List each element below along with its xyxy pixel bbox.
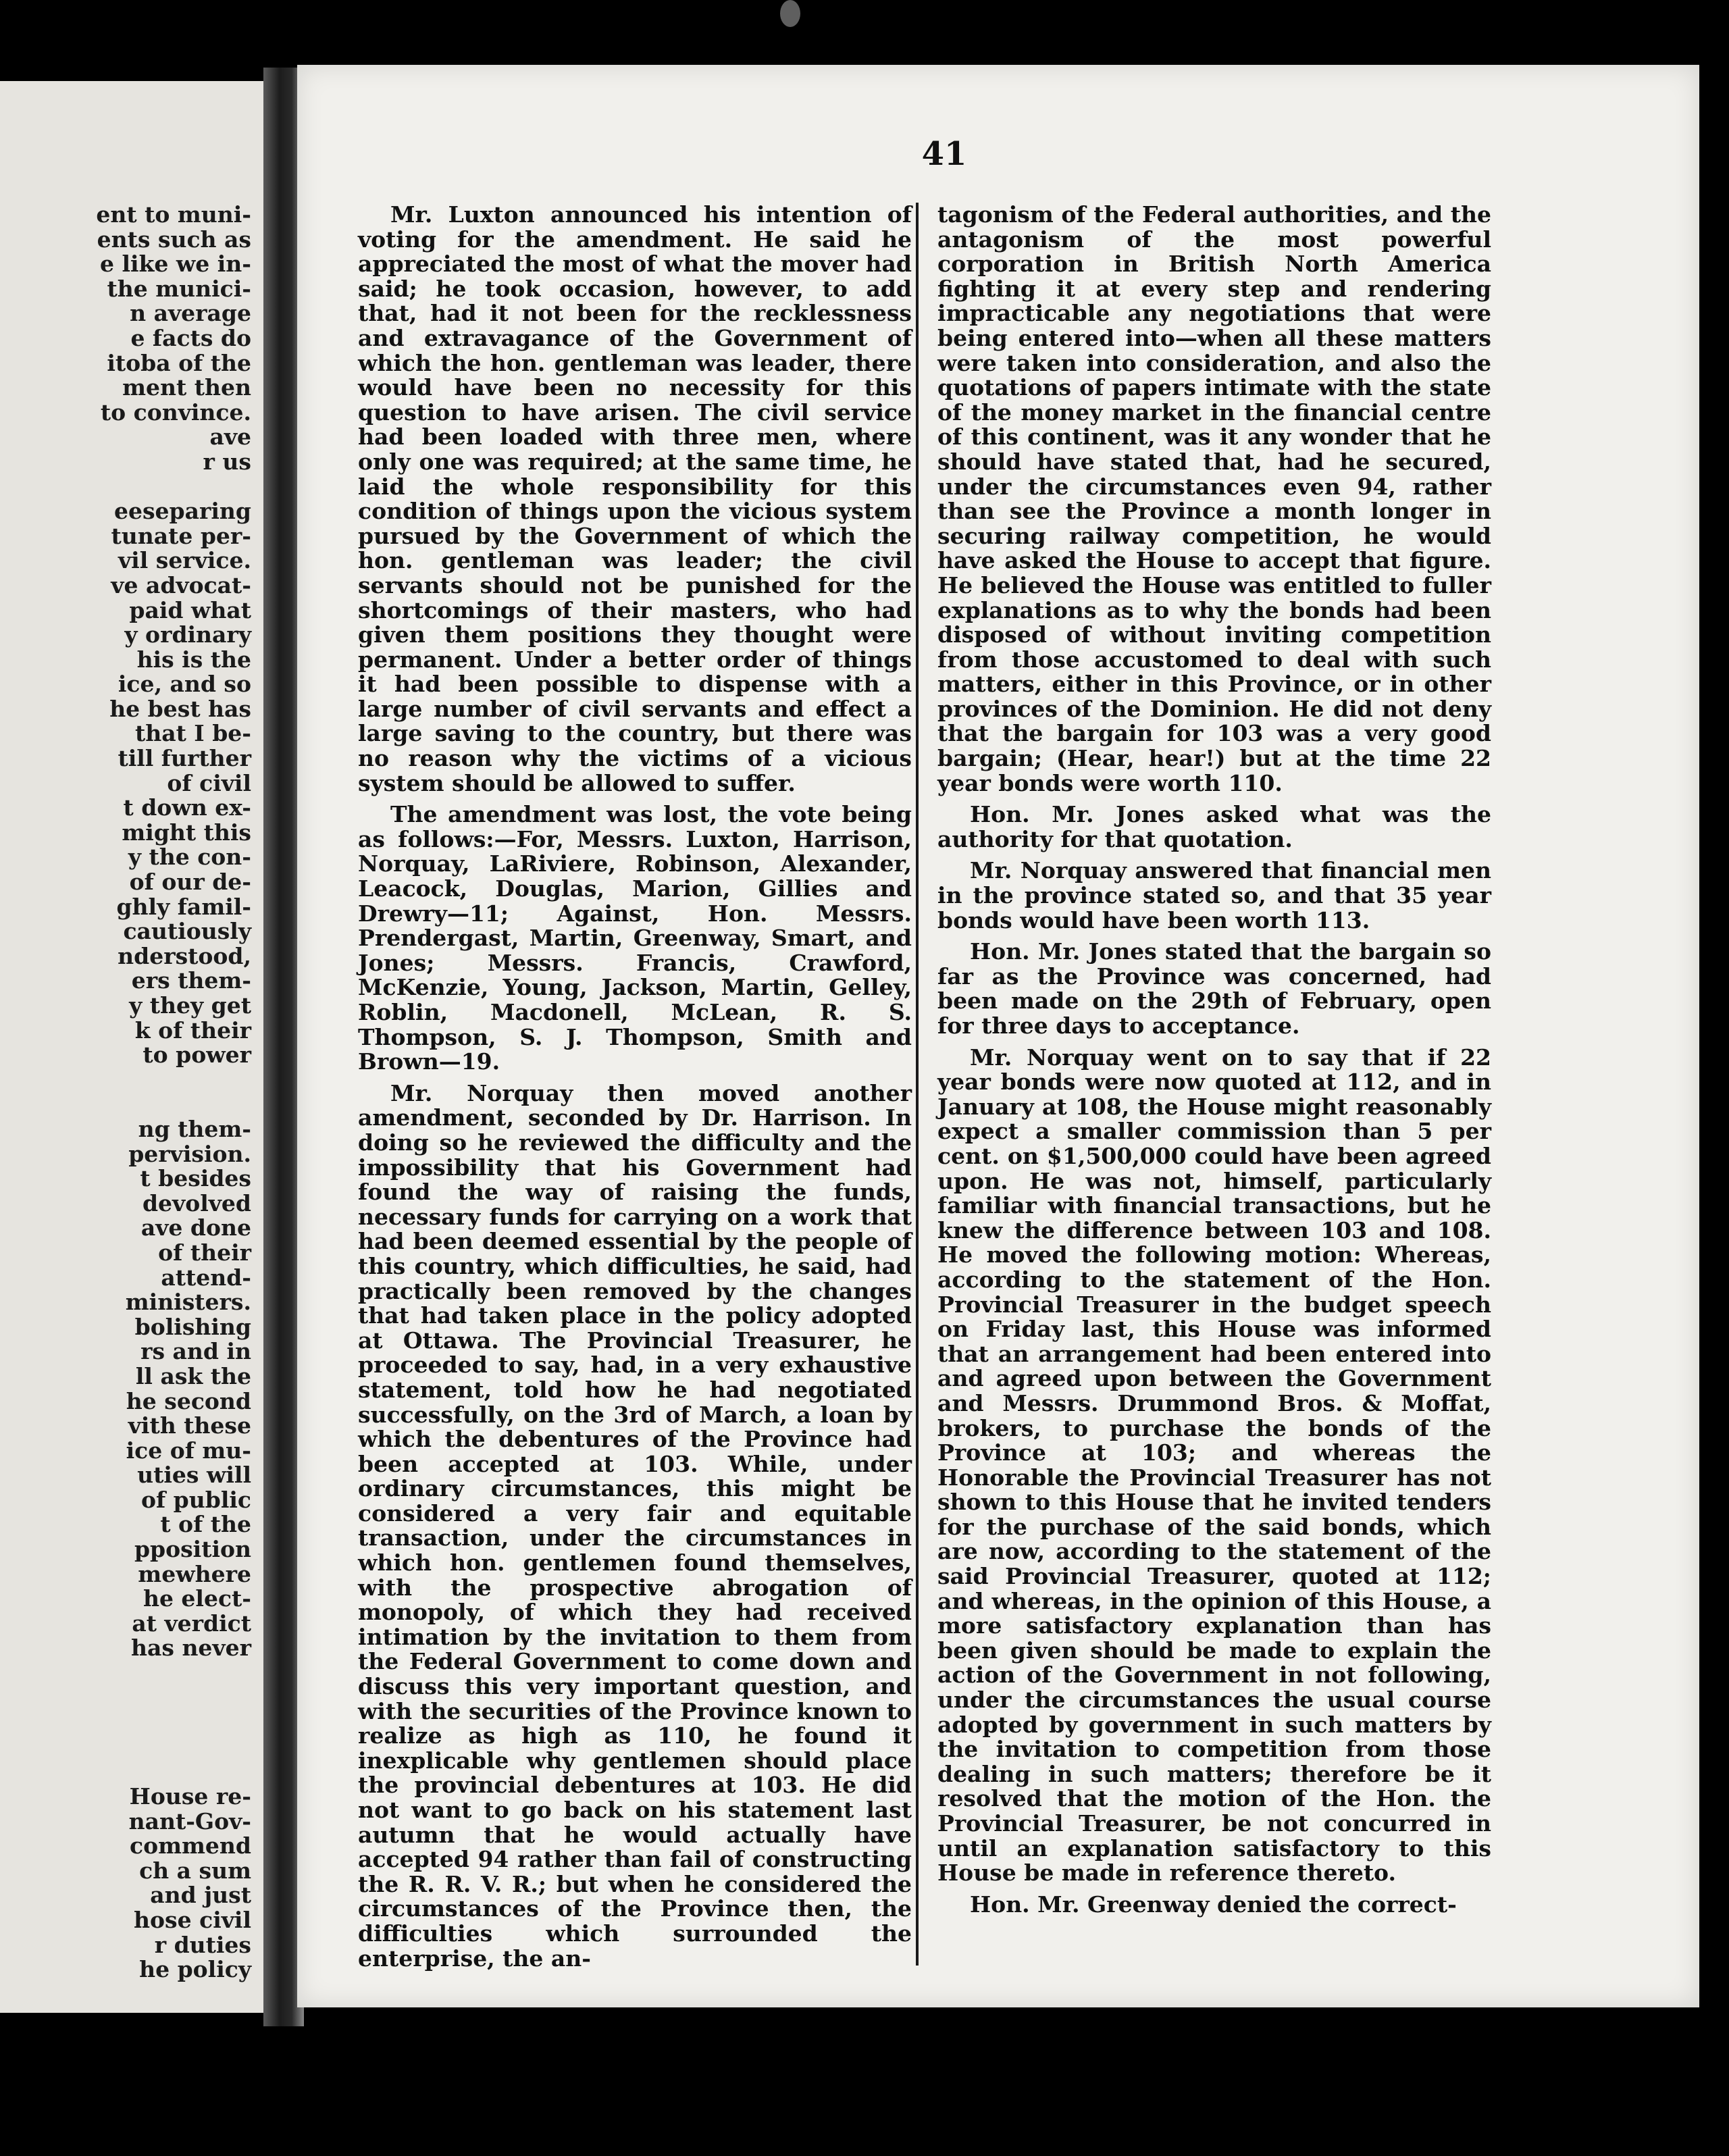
fragment-line: k of their [134, 1017, 251, 1044]
fragment-line: the munici- [107, 275, 251, 302]
previous-page-edge [0, 81, 263, 2013]
fragment-line [8, 1092, 251, 1117]
fragment-line: ministers. [125, 1289, 251, 1316]
fragment-line: ment then [122, 374, 251, 401]
fragment-line: attend- [161, 1264, 251, 1291]
fragment-line: ave [209, 424, 251, 451]
fragment-line: tunate per- [111, 522, 251, 549]
fragment-line: of our de- [129, 869, 251, 896]
fragment-line: he best has [109, 695, 251, 722]
fragment-line: rs and in [140, 1338, 251, 1365]
fragment-line: ice, and so [118, 671, 251, 698]
paragraph-luxton: Mr. Luxton announced his intention of voting for the amendment. He said he appreciated the most of what the mover had said; he took occasion, however, to add that, had it not been for the recklessness and extravagance of the Government of which the hon. gentleman was leader, there would have been no necessity for this question to have arisen. The civil service had been loaded with three men, where only one was required; at the same time, he laid the whole responsibility for this condition of things upon the vicious system pursued by the Government of which the hon. gentleman was leader; the civil servants should not be punished for the shortcomings of their masters, who had given them positions they thought were permanent. Under a better order of things it had been possible to dispense with a large number of civil servants and effect a large saving to the country, but there was no reason why the victims of a vicious system should be allowed to suffer. [358, 201, 912, 796]
paragraph-greenway: Hon. Mr. Greenway denied the correct- [970, 1891, 1457, 1918]
fragment-line: t of the [160, 1511, 251, 1538]
fragment-line: to power [143, 1042, 251, 1069]
paragraph-jones-question: Hon. Mr. Jones asked what was the authority for that quotation. [937, 801, 1491, 852]
fragment-line: nant-Gov- [128, 1807, 251, 1834]
column-rule [916, 203, 919, 1966]
fragment-line: of their [158, 1239, 251, 1266]
left-column [358, 203, 912, 1978]
fragment-line: r us [203, 448, 251, 475]
fragment-line: he policy [139, 1956, 251, 1983]
fragment-line: ghly famil- [116, 893, 251, 920]
fragment-line: ers them- [131, 967, 251, 994]
fragment-line: House re- [129, 1783, 251, 1810]
fragment-line: ll ask the [135, 1362, 251, 1389]
fragment-line [8, 475, 251, 500]
right-column [937, 203, 1491, 1924]
fragment-line: of civil [167, 769, 251, 796]
fragment-line: commend [129, 1832, 251, 1859]
fragment-line: till further [118, 745, 251, 772]
fragment-line: e like we in- [99, 251, 251, 278]
fragment-line: t down ex- [123, 794, 251, 821]
fragment-line: y ordinary [124, 621, 251, 648]
fragment-line: pposition [134, 1536, 251, 1563]
paragraph-jones-statement: Hon. Mr. Jones stated that the bargain so far as the Province was concerned, had been made on the 29th of February, open for three days to acceptance. [937, 938, 1491, 1039]
fragment-line: ent to muni- [96, 201, 251, 228]
fragment-line: and just [150, 1882, 251, 1909]
fragment-line: he second [126, 1387, 251, 1414]
fragment-line [8, 1760, 251, 1785]
fragment-line: that I be- [134, 720, 251, 747]
fragment-line: he elect- [143, 1585, 251, 1612]
fragment-line: uties will [137, 1462, 251, 1489]
fragment-line: devolved [142, 1189, 251, 1216]
fragment-line [8, 1710, 251, 1735]
fragment-line: paid what [129, 596, 251, 623]
fragment-line: ice of mu- [126, 1437, 251, 1464]
fragment-line [8, 1735, 251, 1760]
fragment-line: itoba of the [107, 349, 251, 376]
fragment-line: mewhere [138, 1560, 251, 1587]
fragment-line: at verdict [132, 1610, 251, 1637]
fragment-line: bolishing [134, 1313, 251, 1340]
fragment-line [8, 1068, 251, 1093]
paragraph-norquay-amendment: Mr. Norquay then moved another amendment, seconded by Dr. Harrison. In doing so he reviewed the difficulty and the impossibility that his Government had found the way of raising the funds, necessary funds for carrying on a work that had been deemed essential by the people of this country, which difficulties, he said, had practically been removed by the changes that had taken place in the policy adopted at Ottawa. The Provincial Treasurer, he proceeded to say, had, in a very exhaustive statement, told how he had negotiated successfully, on the 3rd of March, a loan by which the debentures of the Province had been accepted at 103. While, under ordinary circumstances, this might be considered a very fair and equitable transaction, under the circumstances in which hon. gentlemen found themselves, with the prospective abrogation of monopoly, of which they had received intimation by the invitation to them from the Federal Government to come down and discuss this very important question, and with the securities of the Province known to realize as high as 110, he found it inexplicable why gentlemen should place the provincial debentures at 103. He did not want to go back on his statement last autumn that he would actually have accepted 94 rather than fail of constructing the R. R. V. R.; but when he considered the circumstances of the Province then, the difficulties which surrounded the enterprise, the an- [358, 1079, 912, 1972]
fragment-line: e facts do [130, 324, 251, 351]
fragment-line: hose civil [134, 1906, 251, 1933]
fragment-line: t besides [140, 1165, 251, 1192]
previous-page-text-fragment [8, 203, 251, 1982]
fragment-line: ng them- [138, 1115, 251, 1142]
fragment-line: vith these [128, 1412, 251, 1439]
fragment-line: y they get [129, 992, 251, 1019]
paragraph-continued: tagonism of the Federal authorities, and the antagonism of the most powerful corporation in British North America fighting it at every step and rendering impracticable any negotiations that were being entered into—when all these matters were taken into consideration, and also the quotations of papers intimate with the state of the money market in the financial centre of this continent, was it any wonder that he should have stated that, had he secured, under the circumstances even 94, rather than see the Province a month longer in securing railway competition, he would have asked the House to accept that figure. He believed the House was entitled to fuller explanations as to why the bonds had been disposed of without inviting competition from those accustomed to deal with such matters, either in this Province, or in other provinces of the Dominion. He did not deny that the bargain for 103 was a very good bargain; (Hear, hear!) but at the time 22 year bonds were worth 110. [937, 201, 1491, 796]
fragment-line: ave done [140, 1214, 251, 1241]
fragment-line: ch a sum [139, 1857, 251, 1884]
fragment-line: eeseparing [113, 498, 251, 525]
fragment-line: n average [130, 300, 251, 327]
fragment-line: vil service. [118, 547, 251, 574]
page-number: 41 [921, 135, 967, 173]
fragment-line: might this [122, 819, 251, 846]
fragment-line [8, 1686, 251, 1711]
fragment-line: nderstood, [118, 942, 251, 969]
fragment-line: of public [140, 1486, 251, 1513]
fragment-line [8, 1661, 251, 1686]
fragment-line: ve advocat- [111, 571, 251, 598]
fragment-line: y the con- [128, 844, 251, 871]
fragment-line: r duties [154, 1931, 251, 1958]
fragment-line: his is the [136, 646, 251, 673]
paragraph-vote: The amendment was lost, the vote being as follows:—For, Messrs. Luxton, Harrison, Norquay, LaRiviere, Robinson, Alexander, Leacock, Douglas, Marion, Gillies and Drewry—11; Against, Hon. Messrs. Prendergast, Martin, Greenway, Smart, and Jones; Messrs. Francis, Crawford, McKenzie, Young, Jackson, Martin, Gelley, Roblin, Macdonell, McLean, R. S. Thompson, S. J. Thompson, Smith and Brown—19. [358, 801, 912, 1075]
paragraph-norquay-answer: Mr. Norquay answered that financial men in the province stated so, and that 35 year bonds would have been worth 113. [937, 857, 1491, 933]
fragment-line: to convince. [100, 399, 251, 426]
fragment-line: cautiously [123, 918, 251, 945]
paragraph-norquay-motion: Mr. Norquay went on to say that if 22 year bonds were now quoted at 112, and in January at 108, the House might reasonably expect a smaller commission than 5 per cent. on $1,500,000 could have been agreed upon. He was not, himself, particularly familiar with financial transactions, but he knew the difference between 103 and 108. He moved the following motion: Whereas, according to the statement of the Hon. Provincial Treasurer in the budget speech on Friday last, this House was informed that an arrangement had been entered into and agreed upon between the Government and Messrs. Drummond Bros. & Moffat, brokers, to purchase the bonds of the Province at 103; and whereas the Honorable the Provincial Treasurer has not shown to this House that he invited tenders for the purchase of the said bonds, which are now, according to the statement of the said Provincial Treasurer, quoted at 112; and whereas, in the opinion of this House, a more satisfactory explanation than has been given should be made to explain the action of the Government in not following, under the circumstances the usual course adopted by government in such matters by the invitation to competition from those dealing in such matters; therefore be it resolved that the motion of the Hon. the Provincial Treasurer, be not concurred in until an explanation satisfactory to this House be made in reference thereto. [937, 1044, 1491, 1886]
fragment-line: has never [131, 1635, 251, 1662]
fragment-line: ents such as [97, 226, 251, 253]
scan-speck [780, 0, 800, 27]
fragment-line: pervision. [128, 1140, 251, 1167]
